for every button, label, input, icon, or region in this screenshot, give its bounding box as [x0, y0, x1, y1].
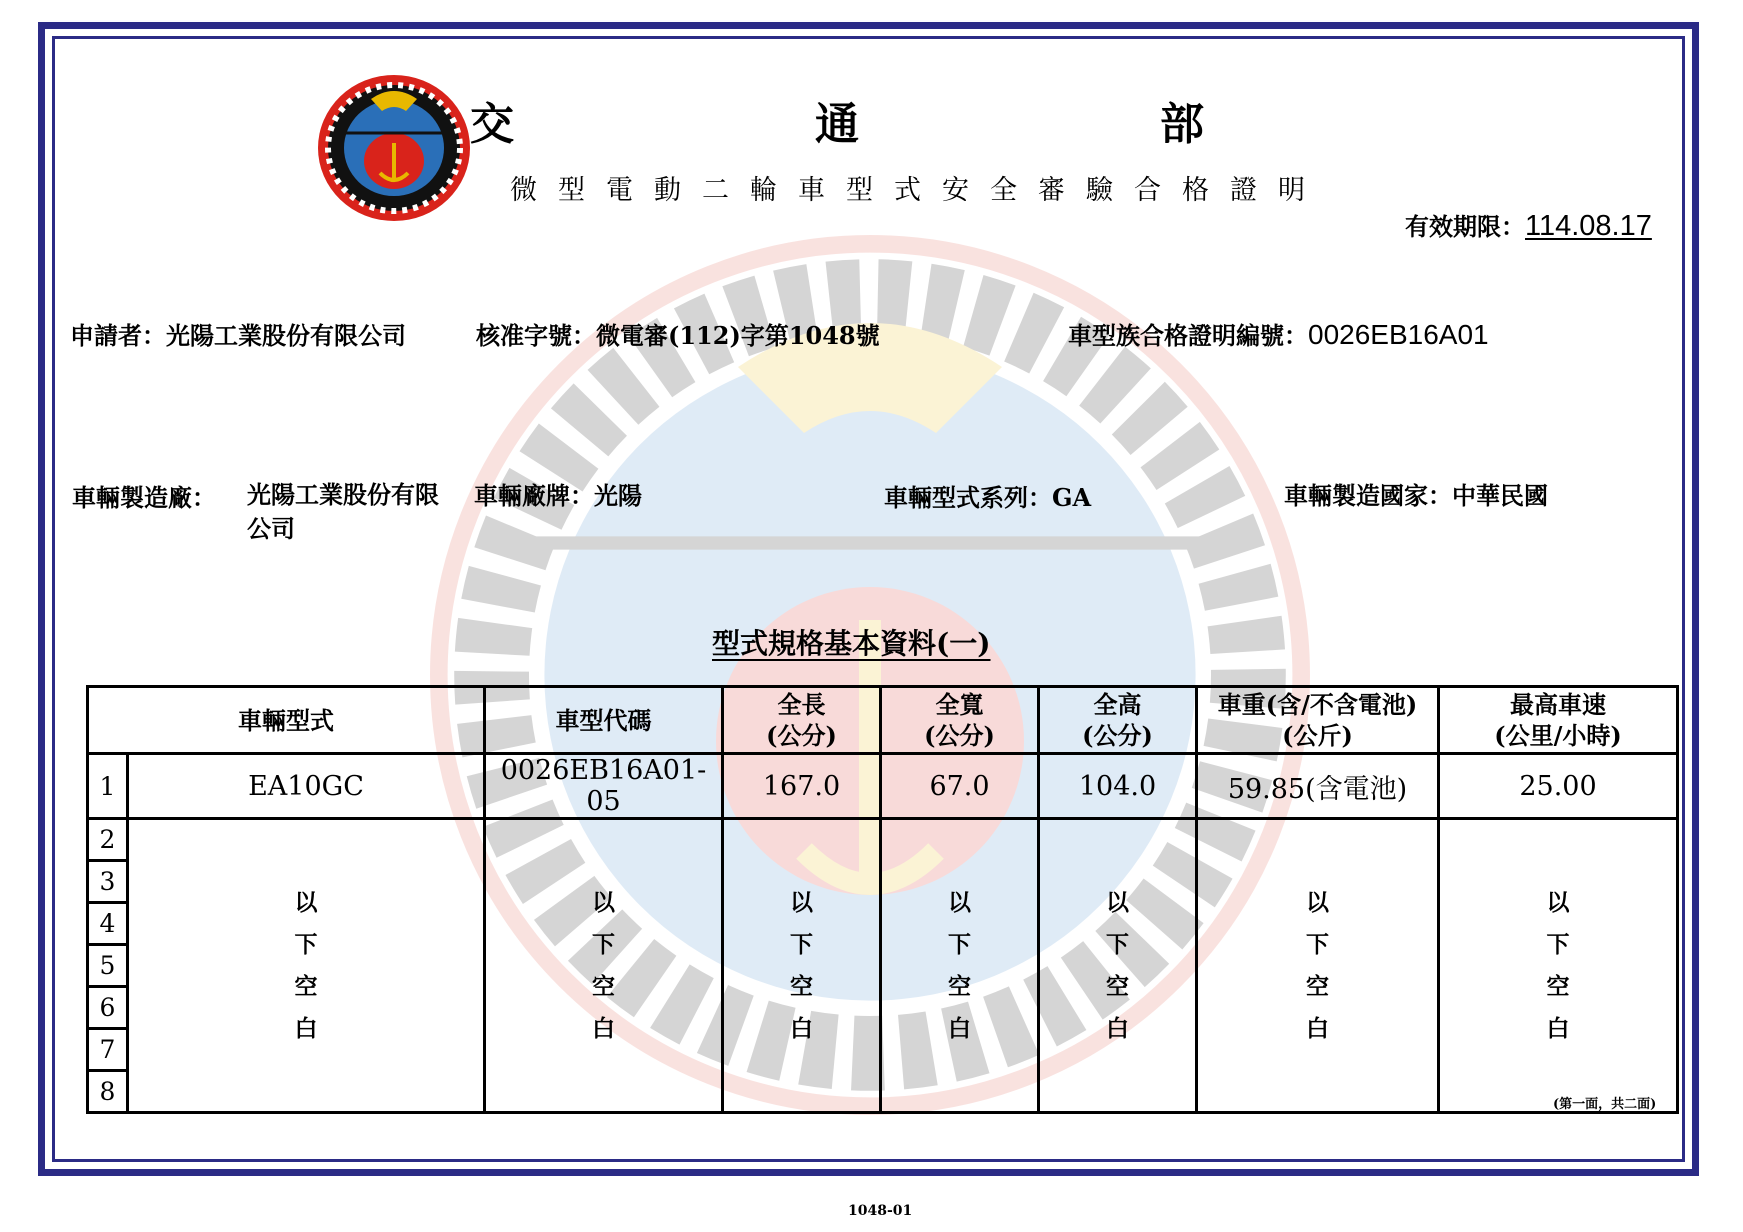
family-cert-value: 0026EB16A01	[1308, 319, 1489, 350]
blank-char: 下	[1546, 930, 1570, 958]
blank-char: 白	[592, 1014, 615, 1042]
blank-char: 下	[948, 930, 971, 958]
blank-char: 下	[592, 930, 615, 958]
validity-value: 114.08.17	[1525, 210, 1652, 242]
col-header-code: 車型代碼	[485, 687, 723, 754]
approval-number	[476, 316, 880, 351]
model-series	[884, 478, 1091, 513]
certificate-title: 微型電動二輪車型式安全審驗合格證明	[510, 175, 1326, 206]
blank-char: 以	[294, 888, 318, 916]
blank-char: 以	[1106, 888, 1129, 916]
approval-value: 微電審(112)字第1048號	[596, 321, 880, 350]
blank-char: 白	[1546, 1014, 1570, 1042]
cell-speed: 25.00	[1439, 754, 1678, 819]
ministry-char-3: 部	[1160, 99, 1204, 150]
ministry-title	[470, 88, 1320, 154]
series-value: GA	[1052, 483, 1092, 512]
blank-char: 白	[948, 1014, 971, 1042]
blank-char: 下	[1106, 930, 1129, 958]
cell-length: 167.0	[723, 754, 881, 819]
country-label: 車輛製造國家：	[1284, 481, 1452, 510]
blank-char: 下	[294, 930, 318, 958]
cell-code: 0026EB16A01-05	[485, 754, 723, 819]
col-header-model: 車輛型式	[88, 687, 485, 754]
manufacturer-value: 光陽工業股份有限公司	[247, 480, 439, 543]
blank-char: 白	[1306, 1014, 1329, 1042]
blank-char: 空	[948, 972, 971, 1000]
row-number: 3	[88, 861, 128, 903]
col-header-speed: 最高車速 (公里/小時)	[1439, 687, 1678, 754]
validity-period	[1405, 207, 1652, 243]
blank-marker	[485, 819, 723, 1113]
ministry-char-2: 通	[815, 99, 859, 150]
col-header-width: 全寬 (公分)	[881, 687, 1039, 754]
blank-char: 空	[294, 972, 318, 1000]
page-note: (第一面，共二面)	[1553, 1097, 1657, 1112]
blank-marker	[128, 819, 485, 1113]
brand	[474, 476, 642, 511]
blank-char: 以	[948, 888, 971, 916]
manufacture-country	[1284, 476, 1548, 511]
spec-header-row	[88, 687, 1678, 754]
blank-char: 空	[1106, 972, 1129, 1000]
cell-width: 67.0	[881, 754, 1039, 819]
blank-char: 空	[592, 972, 615, 1000]
spec-table	[86, 685, 1679, 1114]
manufacturer-label: 車輛製造廠：	[72, 483, 216, 512]
blank-marker	[1439, 819, 1678, 1113]
table-row	[88, 819, 1678, 861]
cell-model: EA10GC	[128, 754, 485, 819]
col-header-length: 全長 (公分)	[723, 687, 881, 754]
blank-char: 以	[592, 888, 615, 916]
blank-char: 白	[294, 1014, 318, 1042]
spec-heading: 型式規格基本資料(一)	[712, 627, 991, 660]
ministry-seal	[316, 73, 472, 223]
blank-char: 下	[790, 930, 813, 958]
blank-marker	[881, 819, 1039, 1113]
applicant-label: 申請者：	[70, 321, 166, 350]
validity-label: 有效期限：	[1405, 212, 1525, 241]
document-code: 1048-01	[848, 1203, 913, 1219]
col-header-weight: 車重(含/不含電池) (公斤)	[1197, 687, 1439, 754]
ministry-char-1: 交	[470, 99, 514, 150]
row-number: 1	[88, 754, 128, 819]
blank-char: 以	[1546, 888, 1570, 916]
series-label: 車輛型式系列：	[884, 483, 1052, 512]
applicant	[70, 316, 406, 351]
blank-char: 空	[1306, 972, 1329, 1000]
blank-marker	[1197, 819, 1439, 1113]
cell-weight: 59.85(含電池)	[1197, 754, 1439, 819]
row-number: 8	[88, 1071, 128, 1113]
blank-marker	[1039, 819, 1197, 1113]
blank-char: 以	[1306, 888, 1329, 916]
row-number: 7	[88, 1029, 128, 1071]
country-value: 中華民國	[1452, 481, 1548, 510]
blank-char: 空	[1546, 972, 1570, 1000]
blank-char: 白	[790, 1014, 813, 1042]
brand-value: 光陽	[594, 481, 642, 510]
blank-char: 空	[790, 972, 813, 1000]
family-cert-label: 車型族合格證明編號：	[1068, 321, 1308, 350]
row-number: 4	[88, 903, 128, 945]
row-number: 6	[88, 987, 128, 1029]
family-cert-number	[1068, 316, 1489, 351]
cell-height: 104.0	[1039, 754, 1197, 819]
applicant-value: 光陽工業股份有限公司	[166, 321, 406, 350]
blank-marker	[723, 819, 881, 1113]
row-number: 2	[88, 819, 128, 861]
table-row	[88, 754, 1678, 819]
row-number: 5	[88, 945, 128, 987]
blank-char: 白	[1106, 1014, 1129, 1042]
brand-label: 車輛廠牌：	[474, 481, 594, 510]
blank-char: 以	[790, 888, 813, 916]
blank-char: 下	[1306, 930, 1329, 958]
approval-label: 核准字號：	[476, 321, 596, 350]
col-header-height: 全高 (公分)	[1039, 687, 1197, 754]
